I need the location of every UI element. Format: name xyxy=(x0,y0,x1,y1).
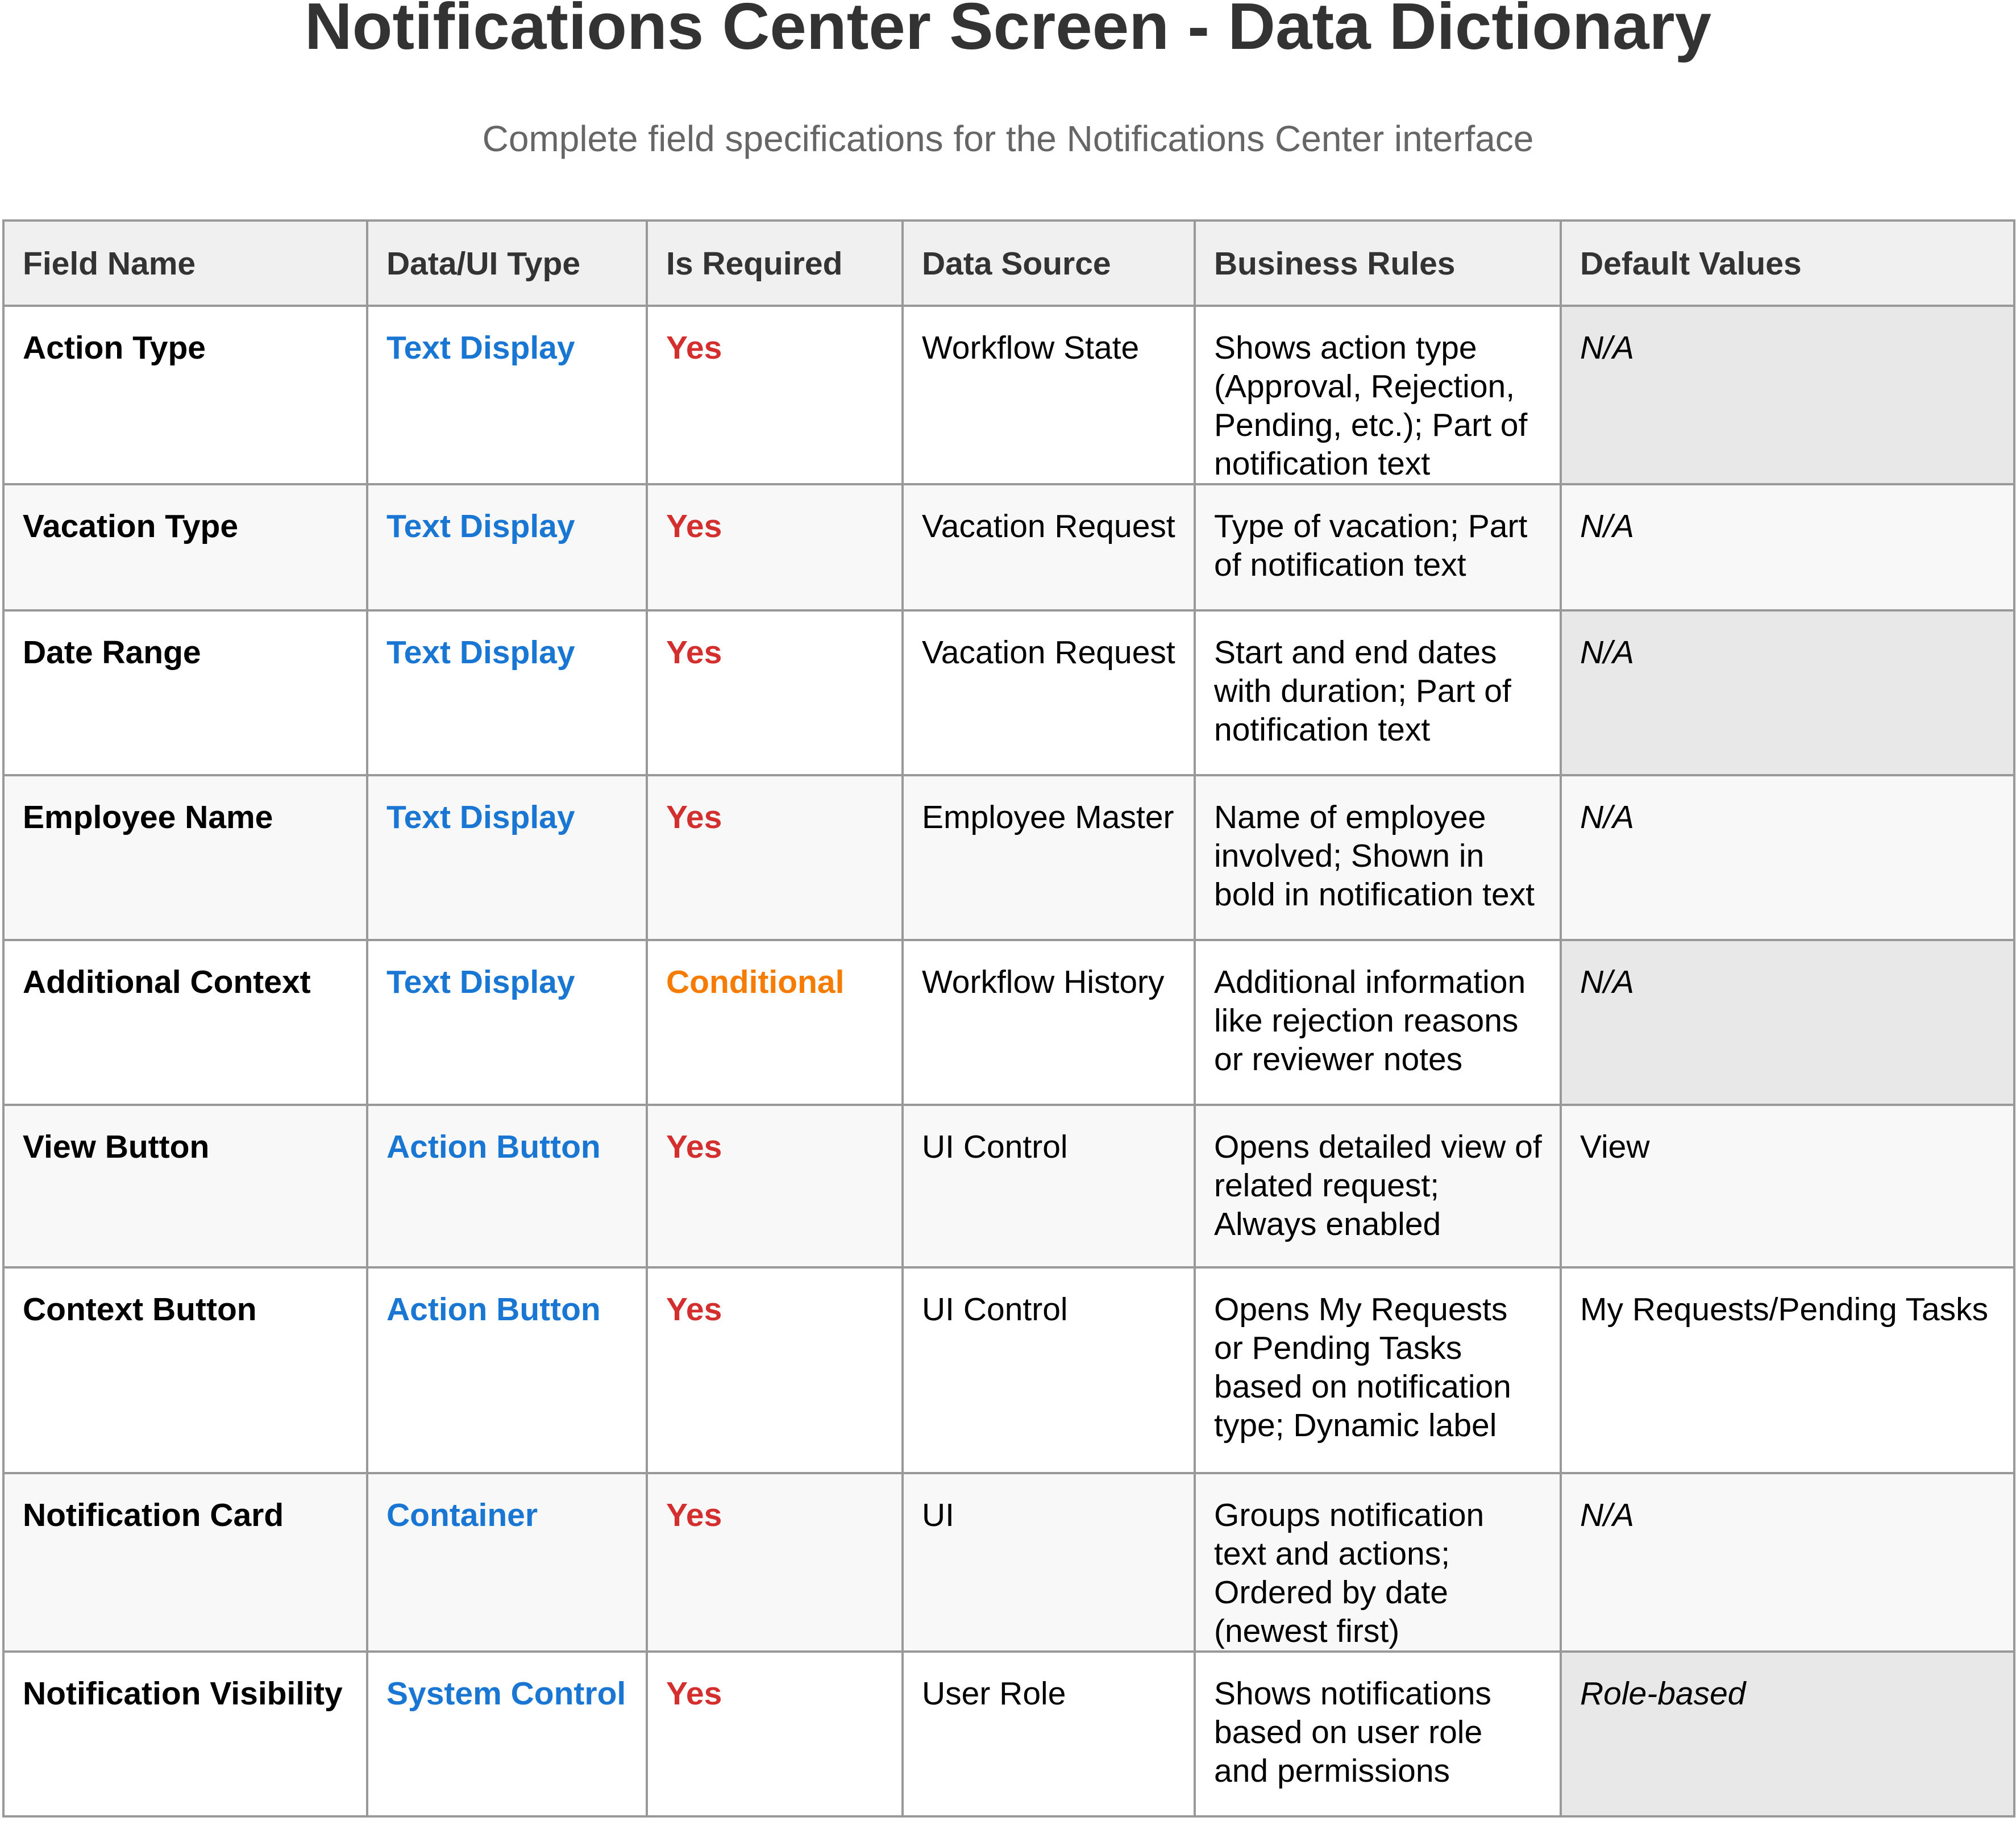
cell-ui-type: Container xyxy=(367,1473,647,1652)
page-subtitle: Complete field specifications for the Notifications Center interface xyxy=(482,118,1534,159)
cell-data-source: Workflow History xyxy=(903,940,1195,1105)
cell-required: Yes xyxy=(647,1652,903,1816)
cell-default-value: Role-based xyxy=(1561,1652,2014,1816)
cell-business-rules: Shows notifications based on user role and permissions xyxy=(1195,1652,1561,1816)
table-row xyxy=(3,1105,2014,1267)
header-business-rules: Business Rules xyxy=(1195,221,1561,306)
header-ui-type: Data/UI Type xyxy=(367,221,647,306)
table-row xyxy=(3,1652,2014,1816)
cell-field-name: Notification Card xyxy=(3,1473,367,1652)
cell-field-name: Action Type xyxy=(3,306,367,484)
cell-business-rules: Opens detailed view of related request; Always enabled xyxy=(1195,1105,1561,1267)
cell-data-source: Vacation Request xyxy=(903,610,1195,775)
cell-default-value: My Requests/Pending Tasks xyxy=(1561,1267,2014,1473)
cell-ui-type: Text Display xyxy=(367,775,647,940)
cell-default-value: N/A xyxy=(1561,940,2014,1105)
header-field-name: Field Name xyxy=(3,221,367,306)
cell-field-name: View Button xyxy=(3,1105,367,1267)
cell-business-rules: Type of vacation; Part of notification text xyxy=(1195,484,1561,610)
cell-ui-type: Text Display xyxy=(367,940,647,1105)
cell-data-source: Vacation Request xyxy=(903,484,1195,610)
header-default-values: Default Values xyxy=(1561,221,2014,306)
cell-business-rules: Name of employee involved; Shown in bold in notification text xyxy=(1195,775,1561,940)
cell-ui-type: Text Display xyxy=(367,306,647,484)
table-row xyxy=(3,940,2014,1105)
cell-required: Yes xyxy=(647,484,903,610)
table-row xyxy=(3,1267,2014,1473)
cell-field-name: Vacation Type xyxy=(3,484,367,610)
table-row xyxy=(3,775,2014,940)
page-title: Notifications Center Screen - Data Dictionary xyxy=(304,0,1712,63)
cell-required: Yes xyxy=(647,1267,903,1473)
cell-default-value: N/A xyxy=(1561,306,2014,484)
cell-default-value: N/A xyxy=(1561,610,2014,775)
cell-required: Yes xyxy=(647,775,903,940)
cell-field-name: Additional Context xyxy=(3,940,367,1105)
cell-ui-type: Action Button xyxy=(367,1267,647,1473)
cell-data-source: UI xyxy=(903,1473,1195,1652)
cell-business-rules: Shows action type (Approval, Rejection, Pending, etc.); Part of notification text xyxy=(1195,306,1561,484)
cell-business-rules: Groups notification text and actions; Ordered by date (newest first) xyxy=(1195,1473,1561,1652)
cell-required: Yes xyxy=(647,1105,903,1267)
cell-business-rules: Opens My Requests or Pending Tasks based on notification type; Dynamic label xyxy=(1195,1267,1561,1473)
cell-default-value: N/A xyxy=(1561,484,2014,610)
table-row xyxy=(3,306,2014,484)
cell-ui-type: Action Button xyxy=(367,1105,647,1267)
cell-default-value: N/A xyxy=(1561,775,2014,940)
header-data-source: Data Source xyxy=(903,221,1195,306)
cell-field-name: Employee Name xyxy=(3,775,367,940)
cell-required: Yes xyxy=(647,610,903,775)
cell-business-rules: Additional information like rejection reasons or reviewer notes xyxy=(1195,940,1561,1105)
cell-ui-type: Text Display xyxy=(367,484,647,610)
table-row xyxy=(3,484,2014,610)
data-dictionary-table xyxy=(2,219,2015,1818)
cell-field-name: Notification Visibility xyxy=(3,1652,367,1816)
header-is-required: Is Required xyxy=(647,221,903,306)
cell-data-source: User Role xyxy=(903,1652,1195,1816)
cell-required: Conditional xyxy=(647,940,903,1105)
cell-ui-type: System Control xyxy=(367,1652,647,1816)
cell-data-source: Workflow State xyxy=(903,306,1195,484)
cell-field-name: Date Range xyxy=(3,610,367,775)
table-row xyxy=(3,1473,2014,1652)
cell-data-source: UI Control xyxy=(903,1105,1195,1267)
cell-ui-type: Text Display xyxy=(367,610,647,775)
table-header-row xyxy=(3,221,2014,306)
cell-business-rules: Start and end dates with duration; Part of notification text xyxy=(1195,610,1561,775)
cell-required: Yes xyxy=(647,1473,903,1652)
cell-data-source: Employee Master xyxy=(903,775,1195,940)
table-row xyxy=(3,610,2014,775)
cell-required: Yes xyxy=(647,306,903,484)
cell-field-name: Context Button xyxy=(3,1267,367,1473)
cell-default-value: View xyxy=(1561,1105,2014,1267)
cell-data-source: UI Control xyxy=(903,1267,1195,1473)
cell-default-value: N/A xyxy=(1561,1473,2014,1652)
